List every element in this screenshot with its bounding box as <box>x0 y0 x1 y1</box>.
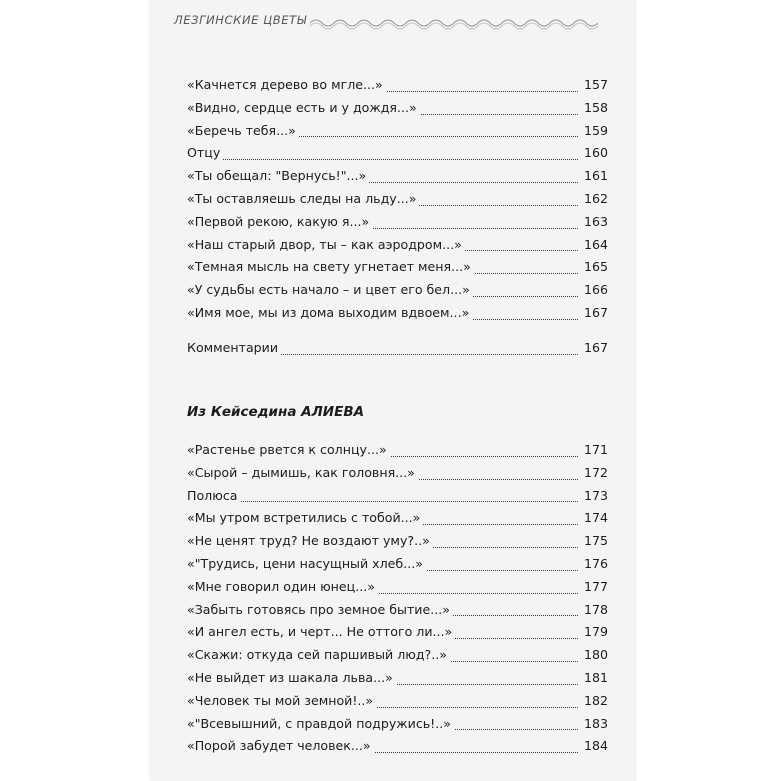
dot-leader <box>187 159 578 160</box>
toc-entry-page: 179 <box>578 621 608 644</box>
toc-entry-title: «Растенье рвется к солнцу...» <box>187 439 390 462</box>
toc-entry-title: «Качнется дерево во мгле...» <box>187 74 386 97</box>
wave-ornament-icon <box>310 16 598 30</box>
toc-entry <box>187 120 608 143</box>
toc-entry-title: «Скажи: откуда сей паршивый люд?..» <box>187 644 450 667</box>
toc-entry-title: «Человек ты мой земной!..» <box>187 690 376 713</box>
toc-entry <box>187 279 608 302</box>
dot-leader <box>187 501 578 502</box>
toc-entry <box>187 256 608 279</box>
toc-entry <box>187 690 608 713</box>
toc-entry-page: 161 <box>578 165 608 188</box>
toc-entry-title: «Имя мое, мы из дома выходим вдвоем...» <box>187 302 472 325</box>
toc-group-1 <box>187 74 608 325</box>
toc-entry-page: 159 <box>578 120 608 143</box>
toc-entry-title: «Видно, сердце есть и у дождя...» <box>187 97 420 120</box>
toc-entry-page: 183 <box>578 713 608 736</box>
toc-entry-title: «Беречь тебя...» <box>187 120 299 143</box>
toc-entry <box>187 211 608 234</box>
toc-entry <box>187 507 608 530</box>
toc-entry-page: 158 <box>578 97 608 120</box>
toc-entry <box>187 302 608 325</box>
toc-entry-page: 166 <box>578 279 608 302</box>
toc-entry <box>187 462 608 485</box>
toc-entry <box>187 74 608 97</box>
toc-entry <box>187 599 608 622</box>
toc-entry-page: 176 <box>578 553 608 576</box>
toc-entry <box>187 97 608 120</box>
toc-entry-title: «И ангел есть, и черт... Не оттого ли...» <box>187 621 455 644</box>
toc-entry-title: «Не выйдет из шакала льва...» <box>187 667 396 690</box>
toc-entry <box>187 530 608 553</box>
toc-entry <box>187 234 608 257</box>
toc-entry-page: 164 <box>578 234 608 257</box>
toc-entry-title: «Не ценят труд? Не воздают уму?..» <box>187 530 433 553</box>
toc-entry-page: 167 <box>578 302 608 325</box>
toc-entry <box>187 621 608 644</box>
toc-entry-title: «Мы утром встретились с тобой...» <box>187 507 423 530</box>
toc-entry-page: 178 <box>578 599 608 622</box>
toc-entry <box>187 439 608 462</box>
toc-entry-page: 160 <box>578 142 608 165</box>
toc-entry-page: 162 <box>578 188 608 211</box>
toc-entry-page: 171 <box>578 439 608 462</box>
toc-entry-title: Полюса <box>187 485 240 508</box>
toc-entry-page: 157 <box>578 74 608 97</box>
toc-entry-page: 165 <box>578 256 608 279</box>
book-page <box>150 0 636 781</box>
toc-entry <box>187 553 608 576</box>
toc-entry <box>187 165 608 188</box>
toc-entry-title: Комментарии <box>187 337 281 360</box>
toc-entry <box>187 337 608 360</box>
toc-entry-title: Отцу <box>187 142 223 165</box>
running-head: ЛЕЗГИНСКИЕ ЦВЕТЫ <box>174 13 307 27</box>
section-title: Из Кейседина АЛИЕВА <box>187 404 365 420</box>
toc-group-2 <box>187 439 608 758</box>
toc-entry-title: «Сырой – дымишь, как головня...» <box>187 462 418 485</box>
toc-entry-page: 184 <box>578 735 608 758</box>
toc-entry-title: «Темная мысль на свету угнетает меня...» <box>187 256 474 279</box>
toc-entry-title: «"Всевышний, с правдой подружись!..» <box>187 713 454 736</box>
toc-entry <box>187 735 608 758</box>
toc-entry-title: «Первой рекою, какую я...» <box>187 211 372 234</box>
toc-entry <box>187 576 608 599</box>
toc-entry <box>187 644 608 667</box>
toc-entry <box>187 667 608 690</box>
toc-entry <box>187 188 608 211</box>
toc-entry-page: 181 <box>578 667 608 690</box>
toc-entry-page: 163 <box>578 211 608 234</box>
toc-entry <box>187 485 608 508</box>
toc-entry-page: 180 <box>578 644 608 667</box>
toc-entry-page: 174 <box>578 507 608 530</box>
toc-entry-title: «Забыть готовясь про земное бытие...» <box>187 599 453 622</box>
toc-entry-title: «У судьбы есть начало – и цвет его бел...» <box>187 279 473 302</box>
toc-entry-title: «Порой забудет человек...» <box>187 735 374 758</box>
toc-entry <box>187 142 608 165</box>
toc-entry-page: 175 <box>578 530 608 553</box>
toc-entry-page: 172 <box>578 462 608 485</box>
toc-commentary <box>187 337 608 360</box>
toc-entry-title: «Ты оставляешь следы на льду...» <box>187 188 419 211</box>
toc-entry-title: «Наш старый двор, ты – как аэродром...» <box>187 234 465 257</box>
toc-entry-page: 173 <box>578 485 608 508</box>
toc-entry-page: 182 <box>578 690 608 713</box>
toc-entry <box>187 713 608 736</box>
toc-entry-title: «Мне говорил один юнец...» <box>187 576 378 599</box>
toc-entry-page: 167 <box>578 337 608 360</box>
toc-entry-page: 177 <box>578 576 608 599</box>
toc-entry-title: «"Трудись, цени насущный хлеб...» <box>187 553 426 576</box>
toc-entry-title: «Ты обещал: "Вернусь!"...» <box>187 165 369 188</box>
